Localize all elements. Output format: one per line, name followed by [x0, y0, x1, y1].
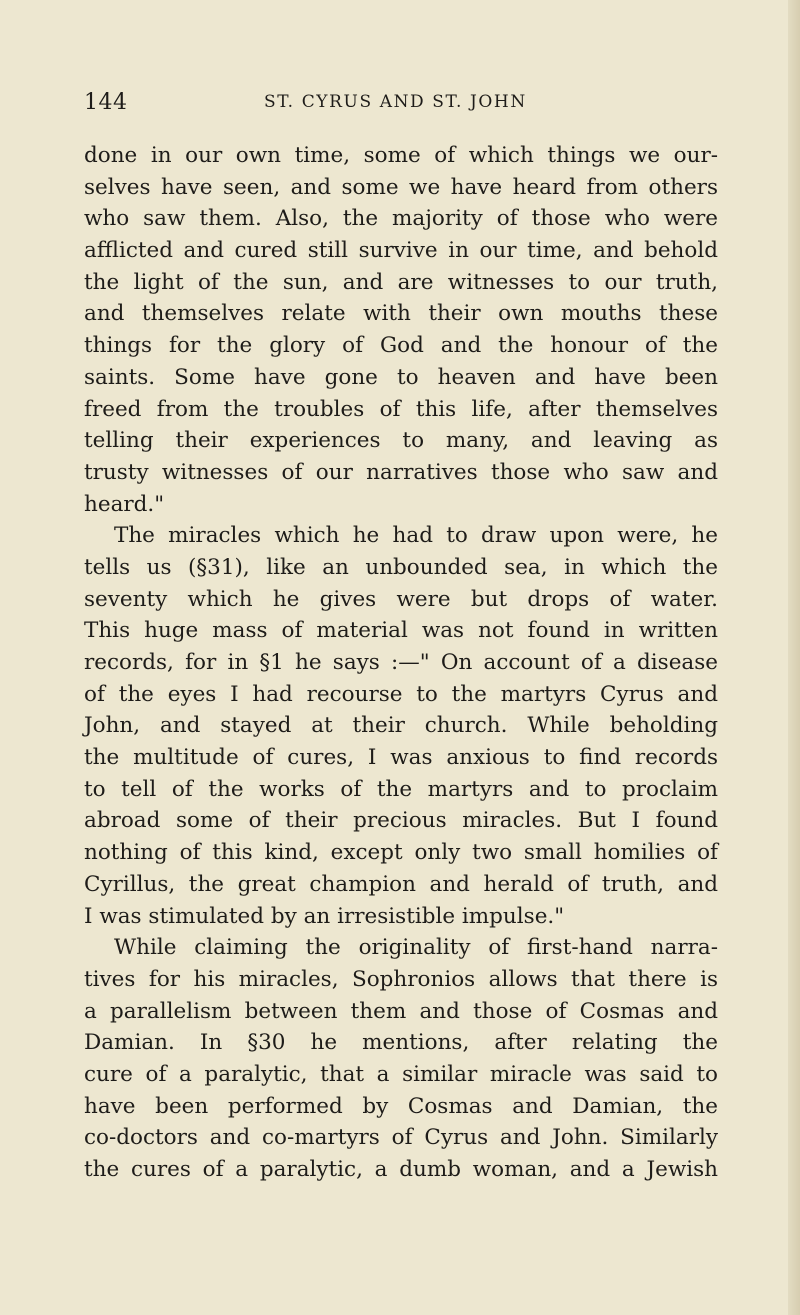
text-line: seventy which he gives were but drops of water. — [84, 586, 718, 612]
text-line: the cures of a paralytic, a dumb woman, and a Jewish — [84, 1157, 718, 1182]
text-line: abroad some of their precious miracles. But I found — [84, 808, 718, 834]
text-line: tives for his miracles, Sophronios allows that there is — [84, 966, 718, 992]
page-header — [84, 90, 718, 120]
text-line: records, for in §1 he says :—" On account of a disease — [84, 650, 718, 675]
text-line: John, and stayed at their church. While beholding — [84, 713, 718, 739]
text-line: Damian. In §30 he mentions, after relating the — [84, 1030, 718, 1056]
text-line: While claiming the originality of first-hand narra- — [114, 935, 718, 961]
text-line: a parallelism between them and those of Cosmas and — [84, 998, 718, 1024]
page-edge — [788, 0, 800, 1315]
text-line: This huge mass of material was not found in written — [84, 618, 718, 644]
text-line: afflicted and cured still survive in our time, and behold — [84, 238, 718, 264]
text-line: saints. Some have gone to heaven and have been — [84, 364, 718, 390]
text-line: selves have seen, and some we have heard from others — [84, 174, 718, 200]
text-line: cure of a paralytic, that a similar miracle was said to — [84, 1061, 718, 1087]
text-line: to tell of the works of the martyrs and to proclaim — [84, 776, 718, 802]
text-line: things for the glory of God and the honour of the — [84, 333, 718, 359]
text-line: trusty witnesses of our narratives those who saw and — [84, 459, 718, 485]
text-line: telling their experiences to many, and leaving as — [84, 428, 718, 454]
page-number: 144 — [84, 90, 128, 115]
text-line: done in our own time, some of which things we our- — [84, 143, 718, 168]
text-line: have been performed by Cosmas and Damian, the — [84, 1093, 718, 1119]
text-line: and themselves relate with their own mouths these — [84, 301, 718, 327]
text-line: heard." — [84, 491, 165, 517]
body-text — [84, 140, 718, 1186]
text-line: of the eyes I had recourse to the martyrs Cyrus and — [84, 681, 718, 707]
text-line: nothing of this kind, except only two small homilies of — [84, 840, 718, 866]
text-line: tells us (§31), like an unbounded sea, in which the — [84, 554, 718, 580]
text-line: Cyrillus, the great champion and herald of truth, and — [84, 871, 718, 897]
text-line: the light of the sun, and are witnesses to our truth, — [84, 269, 718, 295]
text-line: co-doctors and co-martyrs of Cyrus and John. Similarly — [84, 1125, 718, 1151]
text-line: who saw them. Also, the majority of those who were — [84, 206, 718, 232]
text-line: the multitude of cures, I was anxious to find records — [84, 745, 718, 771]
text-line: freed from the troubles of this life, after themselves — [84, 396, 718, 422]
text-line: The miracles which he had to draw upon were, he — [114, 523, 718, 549]
text-line: I was stimulated by an irresistible impulse." — [84, 903, 565, 929]
running-head: ST. CYRUS AND ST. JOHN — [264, 92, 527, 112]
